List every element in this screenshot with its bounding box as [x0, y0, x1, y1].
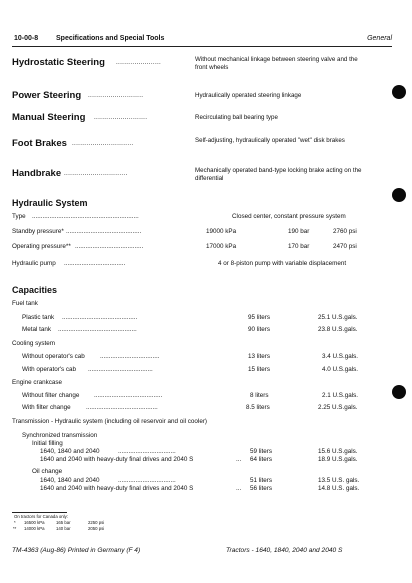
hydraulic-pump-label: Hydraulic pump [12, 260, 56, 267]
oil-row-2-label: 1640 and 2040 with heavy-duty final drives and 2040 S [40, 485, 194, 492]
leader-dots: ............................... [64, 170, 128, 177]
initial-row-1-liters: 59 liters [250, 448, 273, 455]
leader-dots: ................................. [118, 448, 176, 455]
with-filter-liters: 8.5 liters [246, 404, 270, 411]
engine-crankcase-heading: Engine crankcase [12, 379, 63, 386]
oil-row-2-gals: 14.8 U.S. gals. [318, 485, 360, 492]
leader-dots: ........................................... [66, 228, 142, 235]
footnote-2-bar: 140 bar [56, 526, 71, 531]
footer-left: TM-4363 (Aug-86) Printed in Germany (F 4) [12, 547, 141, 554]
without-cab-liters: 13 liters [248, 353, 271, 360]
footnote-1-kpa: 16500 kPa [24, 520, 45, 525]
footnote-mark-1: * [14, 520, 16, 525]
operating-pressure-bar: 170 bar [288, 243, 310, 250]
operating-pressure-label: Operating pressure** [12, 243, 71, 250]
initial-row-2-label: 1640 and 2040 with heavy-duty final drives and 2040 S [40, 456, 194, 463]
with-filter-gals: 2.25 U.S.gals. [318, 404, 358, 411]
leader-dots: ...................... [116, 59, 162, 66]
footnote-mark-2: ** [13, 526, 17, 531]
fuel-tank-heading: Fuel tank [12, 300, 38, 307]
without-filter-liters: 8 liters [250, 392, 269, 399]
hydrostatic-steering-desc: Without mechanical linkage between steering valve and the front wheels [195, 56, 358, 71]
capacities-heading: Capacities [12, 285, 58, 295]
initial-row-2-liters: 64 liters [250, 456, 273, 463]
plastic-tank-label: Plastic tank [22, 314, 55, 321]
leader-dots: ....................................... [94, 392, 163, 399]
handbrake-label: Handbrake [12, 168, 62, 179]
footnote-canada: On tractors for Canada only: [14, 514, 68, 519]
without-cab-label: Without operator's cab [22, 353, 85, 360]
oil-row-1-gals: 13.5 U.S. gals. [318, 477, 360, 484]
plastic-tank-liters: 95 liters [248, 314, 271, 321]
header-rule [12, 46, 392, 47]
transmission-heading: Transmission - Hydraulic system (including oil reservoir and oil cooler) [12, 418, 208, 425]
leader-dots: ... [236, 485, 242, 492]
leader-dots: ............................................. [58, 326, 137, 333]
metal-tank-gals: 23.8 U.S.gals. [318, 326, 358, 333]
leader-dots: ............................................................. [32, 213, 139, 220]
metal-tank-liters: 90 liters [248, 326, 271, 333]
oil-row-1-label: 1640, 1840 and 2040 [40, 477, 100, 484]
leader-dots: ..................................... [88, 366, 153, 373]
binder-hole [392, 385, 406, 399]
initial-filling-heading: Initial filling [32, 440, 63, 447]
oil-row-2-liters: 56 liters [250, 485, 273, 492]
handbrake-desc: Mechanically operated band-type locking brake acting on the differential [195, 167, 362, 182]
footer-right: Tractors - 1640, 1840, 2040 and 2040 S [226, 547, 343, 554]
hydraulic-system-heading: Hydraulic System [12, 198, 88, 208]
with-filter-label: With filter change [22, 404, 71, 411]
oil-change-heading: Oil change [32, 468, 63, 475]
standby-pressure-kpa: 19000 kPa [206, 228, 237, 235]
footnote-2-psi: 2050 psi [88, 526, 105, 531]
power-steering-desc: Hydraulically operated steering linkage [195, 92, 302, 99]
hydraulic-type-value: Closed center, constant pressure system [232, 213, 346, 220]
footnote-2-kpa: 14000 kPa [24, 526, 45, 531]
hydrostatic-steering-label: Hydrostatic Steering [12, 57, 105, 68]
plastic-tank-gals: 25.1 U.S.gals. [318, 314, 358, 321]
standby-pressure-bar: 190 bar [288, 228, 310, 235]
hydraulic-type-label: Type [12, 213, 26, 220]
with-cab-label: With operator's cab [22, 366, 77, 373]
page-header-title: Specifications and Special Tools [56, 35, 165, 42]
without-filter-label: Without filter change [22, 392, 80, 399]
metal-tank-label: Metal tank [22, 326, 52, 333]
leader-dots: .................................. [100, 353, 160, 360]
foot-brakes-label: Foot Brakes [12, 138, 67, 149]
leader-dots: ....................................... [75, 243, 144, 250]
leader-dots: ........................................... [62, 314, 138, 321]
initial-row-2-gals: 18.9 U.S.gals. [318, 456, 358, 463]
manual-steering-desc: Recirculating ball bearing type [195, 114, 278, 121]
leader-dots: .............................. [72, 140, 134, 147]
cooling-system-heading: Cooling system [12, 340, 56, 347]
leader-dots: ................................. [118, 477, 176, 484]
leader-dots: ........................... [88, 92, 144, 99]
foot-brakes-desc: Self-adjusting, hydraulically operated "wet" disk brakes [195, 137, 345, 144]
page-number: 10-00-8 [14, 35, 39, 42]
standby-pressure-psi: 2760 psi [333, 228, 357, 235]
operating-pressure-psi: 2470 psi [333, 243, 357, 250]
oil-row-1-liters: 51 liters [250, 477, 273, 484]
without-cab-gals: 3.4 U.S.gals. [322, 353, 359, 360]
footnote-1-bar: 165 bar [56, 520, 71, 525]
manual-steering-label: Manual Steering [12, 112, 86, 123]
leader-dots: ......................................... [86, 404, 158, 411]
footnote-rule [12, 512, 67, 513]
leader-dots: ................................... [64, 260, 126, 267]
operating-pressure-kpa: 17000 kPa [206, 243, 237, 250]
hydraulic-pump-value: 4 or 8-piston pump with variable displacement [218, 260, 347, 267]
footnote-1-psi: 2250 psi [88, 520, 105, 525]
synchronized-transmission-heading: Synchronized transmission [22, 432, 98, 439]
binder-hole [392, 188, 406, 202]
power-steering-label: Power Steering [12, 90, 82, 101]
initial-row-1-label: 1640, 1840 and 2040 [40, 448, 100, 455]
with-cab-gals: 4.0 U.S.gals. [322, 366, 359, 373]
leader-dots: ... [236, 456, 242, 463]
binder-hole [392, 85, 406, 99]
standby-pressure-label: Standby pressure* [12, 228, 64, 235]
initial-row-1-gals: 15.6 U.S.gals. [318, 448, 358, 455]
with-cab-liters: 15 liters [248, 366, 271, 373]
section-label: General [367, 35, 392, 42]
without-filter-gals: 2.1 U.S.gals. [322, 392, 359, 399]
leader-dots: .......................... [94, 114, 148, 121]
